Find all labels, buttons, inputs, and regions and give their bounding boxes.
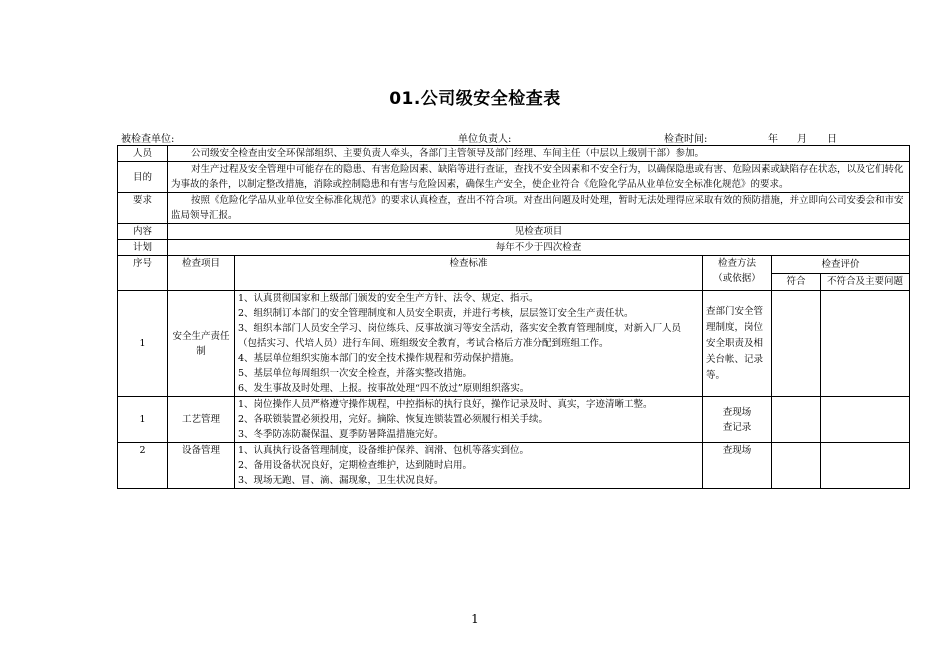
- standard-line: 4、基层单位组织实施本部门的安全技术操作规程和劳动保护措施。: [238, 353, 520, 364]
- method-line: 查现场: [722, 406, 752, 418]
- method-line: 查记录: [722, 421, 752, 433]
- standard-line: 2、备用设备状况良好，定期检查维护，达到随时启用。: [238, 460, 473, 471]
- item-nonconform-cell: [821, 443, 910, 489]
- item-conform-cell: [772, 291, 821, 397]
- standard-line: 5、基层单位每周组织一次安全检查，并落实整改措施。: [238, 368, 473, 379]
- personnel-label: 人员: [118, 146, 168, 162]
- table-row: [118, 397, 910, 443]
- item-nonconform-cell: [821, 397, 910, 443]
- standard-line: 3、冬季防冻防凝保温、夏季防暑降温措施完好。: [238, 429, 444, 440]
- item-standards: [235, 291, 703, 397]
- content-label: 内容: [118, 224, 168, 240]
- table-row: [118, 291, 910, 397]
- standard-line: 1、认真执行设备管理制度，设备维护保养、润滑、包机等落实到位。: [238, 445, 530, 456]
- inspection-table: [117, 145, 910, 489]
- standard-line: 1、认真贯彻国家和上级部门颁发的安全生产方针、法令、规定、指示。: [238, 293, 539, 304]
- standard-line: 3、组织本部门人员安全学习、岗位练兵、反事故演习等安全活动，落实安全教育管理制度，对新入厂人员（包括实习、代培人员）进行车间、班组级安全教育，考试合格后方准分配到班组工作。: [238, 323, 682, 349]
- item-no: 1: [118, 291, 168, 397]
- requirement-row: [118, 193, 910, 224]
- item-no: 2: [118, 443, 168, 489]
- page-number: 1: [471, 612, 479, 626]
- standard-line: 3、现场无跑、冒、滴、漏现象，卫生状况良好。: [238, 475, 444, 486]
- plan-row: [118, 240, 910, 256]
- item-standards: [235, 397, 703, 443]
- header-conform: 符合: [772, 273, 821, 291]
- inspection-date-label: 检查时间:: [664, 134, 708, 145]
- standard-line: 2、各联锁装置必须投用，完好。摘除、恢复连锁装置必须履行相关手续。: [238, 414, 549, 425]
- standard-line: 6、发生事故及时处理、上报。按事故处理“四不放过”原则组织落实。: [238, 383, 530, 394]
- item-method: 查部门安全管理制度，岗位安全职责及相关台帐、记录等。: [703, 291, 772, 397]
- table-header-row: [118, 256, 910, 274]
- page-title: 01.公司级安全检查表: [389, 89, 561, 109]
- item-name: 设备管理: [168, 443, 235, 489]
- header-nonconform: 不符合及主要问题: [821, 273, 910, 291]
- purpose-text: 对生产过程及安全管理中可能存在的隐患、有害危险因素、缺陷等进行查证，查找不安全因素和不安全行为，以确保隐患或有害、危险因素或缺陷存在状态，以及它们转化为事故的条件，以制定整改措施，消除或控制隐患和有害与危险因素，确保生产安全，使企业符合《危险化学品从业单位安全标准化规范》的要求。: [168, 162, 910, 193]
- header-method-text: 检查方法: [717, 258, 756, 269]
- item-method: [703, 397, 772, 443]
- personnel-text: 公司级安全检查由安全环保部组织、主要负责人牵头，各部门主管领导及部门经理、车间主任（中层以上级别干部）参加。: [168, 146, 910, 162]
- month-label: 月: [797, 134, 807, 145]
- header-item: 检查项目: [168, 256, 235, 291]
- item-method: 查现场: [703, 443, 772, 489]
- item-name: 安全生产责任制: [168, 291, 235, 397]
- header-eval: 检查评价: [772, 256, 910, 274]
- content-text: 见检查项目: [168, 224, 910, 240]
- unit-leader-label: 单位负责人:: [458, 134, 512, 145]
- year-label: 年: [768, 134, 778, 145]
- requirement-text: 按照《危险化学品从业单位安全标准化规范》的要求认真检查，查出不符合项。对查出问题及时处理，暂时无法处理得应采取有效的预防措施，并立即向公司安委会和市安监局领导汇报。: [168, 193, 910, 224]
- header-standard: 检查标准: [235, 256, 703, 291]
- standard-line: 1、岗位操作人员严格遵守操作规程，中控指标的执行良好，操作记录及时、真实，字迹清晰工整。: [238, 399, 653, 410]
- purpose-row: [118, 162, 910, 193]
- header-method-sub: （或依据）: [713, 273, 761, 284]
- header-method: [703, 256, 772, 291]
- purpose-label: 目的: [118, 162, 168, 193]
- plan-text: 每年不少于四次检查: [168, 240, 910, 256]
- standard-line: 2、组织制订本部门的安全管理制度和人员安全职责，并进行考核，层层签订安全生产责任状。: [238, 308, 634, 319]
- day-label: 日: [827, 134, 837, 145]
- table-row: [118, 443, 910, 489]
- content-row: [118, 224, 910, 240]
- item-conform-cell: [772, 443, 821, 489]
- item-no: 1: [118, 397, 168, 443]
- personnel-row: [118, 146, 910, 162]
- item-nonconform-cell: [821, 291, 910, 397]
- item-conform-cell: [772, 397, 821, 443]
- header-no: 序号: [118, 256, 168, 291]
- plan-label: 计划: [118, 240, 168, 256]
- item-standards: [235, 443, 703, 489]
- inspected-unit-label: 被检查单位:: [121, 134, 175, 145]
- item-name: 工艺管理: [168, 397, 235, 443]
- requirement-label: 要求: [118, 193, 168, 224]
